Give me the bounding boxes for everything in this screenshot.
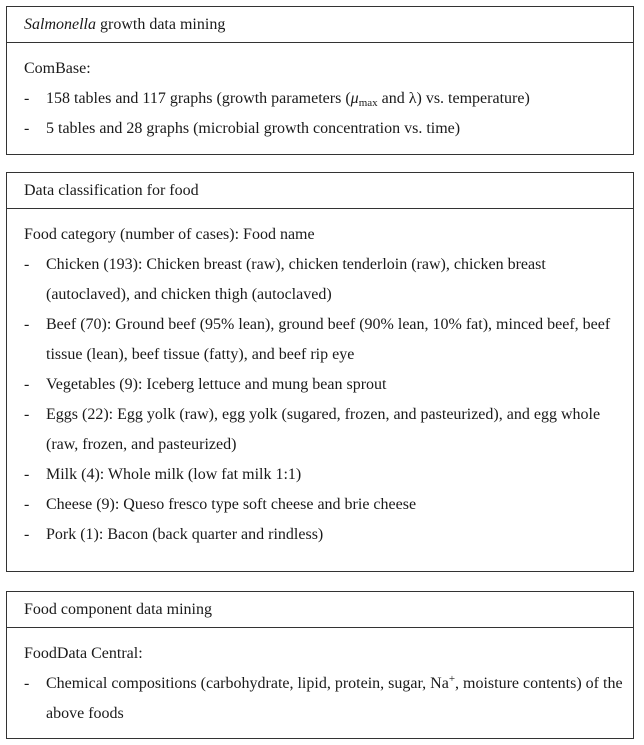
list-item-text [46,669,625,729]
mu-symbol: μ [350,90,359,107]
item-prefix: 158 tables and 117 graphs (growth parameters ( [46,90,351,107]
dash-bullet: - [24,675,30,692]
list-item [24,669,625,729]
mu-subscript: max [358,97,378,109]
list-item-text: Chicken (193): Chicken breast (raw), chicken tenderloin (raw), chicken breast (autoclaved), and chicken thigh (autoclaved) [46,256,546,303]
list-item-text: Eggs (22): Egg yolk (raw), egg yolk (sugared, frozen, and pasteurized), and egg whole (raw, frozen, and pasteurized) [46,406,601,453]
item-suffix: and λ) vs. temperature) [377,90,530,107]
list-item-text: Pork (1): Bacon (back quarter and rindless) [46,526,324,543]
list-item-text: Vegetables (9): Iceberg lettuce and mung bean sprout [46,376,387,393]
dash-bullet: - [24,406,30,423]
list-item-text: Beef (70): Ground beef (95% lean), ground beef (90% lean, 10% fat), minced beef, beef tissue (lean), beef tissue (fatty), and beef rip eye [46,316,611,363]
list-item [24,490,625,520]
dash-bullet: - [24,376,30,393]
salmonella-growth-box [6,6,634,155]
data-classification-title: Data classification for food [7,173,633,209]
list-item [24,370,625,400]
item-prefix: Chemical compositions (carbohydrate, lipid, protein, sugar, Na [46,675,449,692]
food-category-label: Food category (number of cases): Food name [24,226,315,243]
list-item [24,460,625,490]
title-rest: growth data mining [96,16,226,33]
list-item-text: Cheese (9): Queso fresco type soft cheese and brie cheese [46,496,417,513]
list-item [24,114,625,144]
superscript-plus: + [448,673,456,685]
dash-bullet: - [24,466,30,483]
list-item [24,84,625,114]
item-suffix: , moisture contents) of the above foods [46,675,623,722]
dash-bullet: - [24,120,30,137]
food-component-title: Food component data mining [7,592,633,628]
dash-bullet: - [24,526,30,543]
list-item [24,400,625,460]
list-item-text: Milk (4): Whole milk (low fat milk 1:1) [46,466,302,483]
food-component-box [6,591,634,739]
title-italic: Salmonella [24,16,96,33]
data-classification-box [6,172,634,572]
fooddata-central-label: FoodData Central: [24,645,143,662]
list-item [24,520,625,550]
list-item-text [46,84,625,114]
dash-bullet: - [24,316,30,333]
combase-label: ComBase: [24,60,91,77]
list-item-text: 5 tables and 28 graphs (microbial growth concentration vs. time) [46,120,461,137]
dash-bullet: - [24,256,30,273]
list-item [24,310,625,370]
dash-bullet: - [24,496,30,513]
list-item [24,250,625,310]
dash-bullet: - [24,90,30,107]
salmonella-growth-title [7,7,633,43]
